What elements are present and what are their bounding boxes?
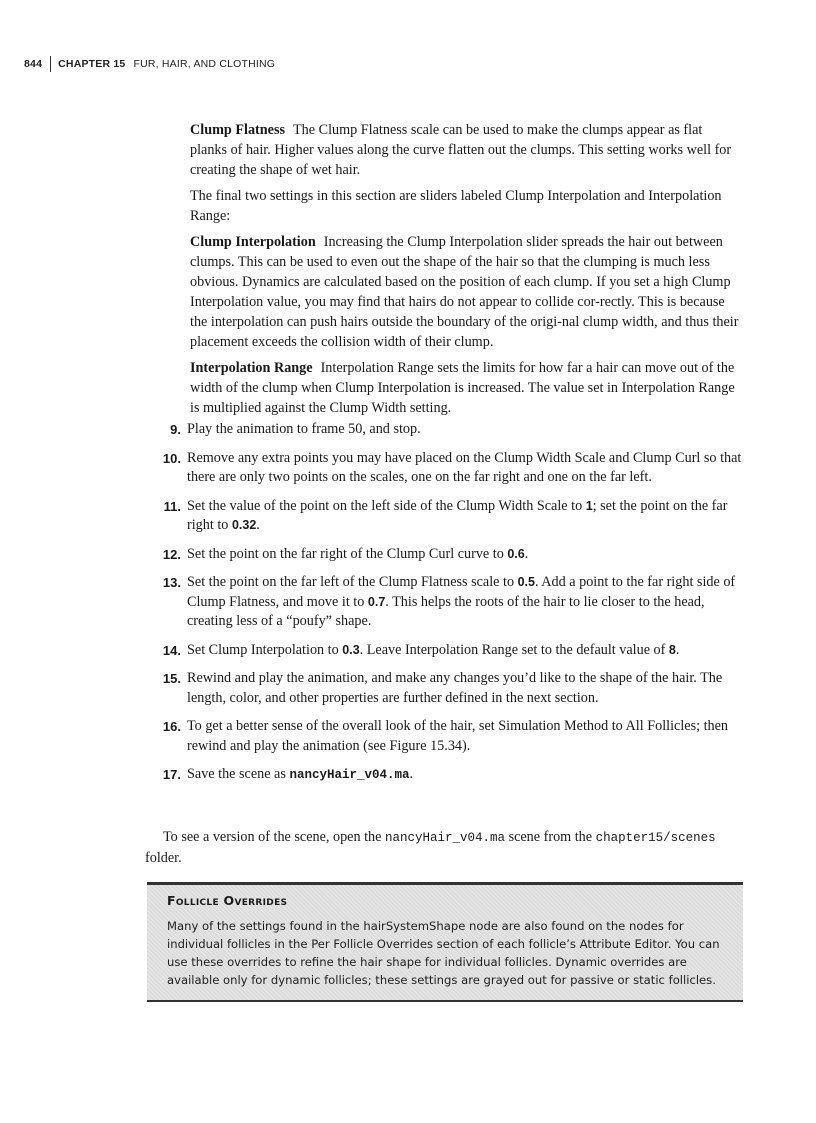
- definition-text: Interpolation Range sets the limits for how far a hair can move out of the width of the clump when Clump Interpolation is increased. The value set in Interpolation Range is multiplied against the Clump Width setting.: [190, 360, 735, 416]
- value: 1: [585, 498, 593, 513]
- chapter-label: CHAPTER 15: [58, 58, 126, 70]
- step-12: [145, 545, 745, 565]
- value: 0.32: [231, 518, 257, 532]
- file-name: nancyHair_v04.ma: [384, 831, 506, 846]
- definition-intro: The final two settings in this section are sliders labeled Clump Interpolation and Interpolation Range:: [190, 188, 722, 224]
- sidebar-text: Many of the settings found in the hairSystemShape node are also found on the nodes for individual follicles in the Per Follicle Overrides section of each follicle’s Attribute Editor. You can use these overrides to refine the hair shape for individual follicles. Dynamic overrides are available only for dynamic follicles; these settings are grayed out for passive or static follicles.: [167, 919, 720, 987]
- step-number: 15.: [162, 671, 181, 686]
- step-15: [145, 669, 745, 708]
- step-text: Rewind and play the animation, and make any changes you’d like to the shape of the hair. The length, color, and other properties are further defined in the next section.: [187, 670, 723, 706]
- definition-term: Interpolation Range: [190, 360, 313, 376]
- step-16: [145, 717, 745, 756]
- definition-interpolation-range: [190, 358, 740, 418]
- step-text: Remove any extra points you may have placed on the Clump Width Scale and Clump Curl so that there are only two points on the scales, one on the far right and one on the far left.: [187, 449, 742, 485]
- step-number: 9.: [170, 422, 181, 437]
- step-text: Set the point on the far right of the Clump Curl curve to 0.6.: [187, 545, 529, 562]
- step-text: Set the point on the far left of the Clump Flatness scale to 0.5. Add a point to the far right side of Clump Flatness, and move it to 0.7. This helps the roots of the hair to lie closer to the head, creating less of a “poufy” shape.: [187, 574, 736, 629]
- definition-list: [190, 120, 740, 424]
- step-text: Set the value of the point on the left side of the Clump Width Scale to 1; set the point on the far right to 0.32.: [187, 497, 728, 533]
- definition-clump-interpolation: [190, 232, 740, 352]
- step-text: Play the animation to frame 50, and stop.: [187, 421, 421, 437]
- file-name: nancyHair_v04.ma: [289, 768, 410, 782]
- closing-paragraph: To see a version of the scene, open the nancyHair_v04.ma scene from the chapter15/scenes folder.: [145, 829, 716, 867]
- definition-text: Increasing the Clump Interpolation slider spreads the hair out between clumps. This can be used to even out the shape of the hair so that the clumping is much less obvious. Dynamics are calculated based on the position of each clump. If you set a high Clump Interpolation value, you may find that hairs do not appear to collide cor-rectly. This is because the interpolation can push hairs outside the boundary of the origi-nal clump width, and thus their placement exceeds the collision width of their clump.: [190, 234, 739, 350]
- step-9: [145, 420, 745, 440]
- step-text: Save the scene as nancyHair_v04.ma.: [187, 766, 414, 782]
- step-17: [145, 765, 745, 786]
- step-14: [145, 641, 745, 661]
- value: 0.5: [517, 575, 535, 589]
- step-13: [145, 573, 745, 632]
- definition-clump-flatness: [190, 120, 740, 180]
- step-list: [145, 420, 745, 795]
- value: 0.3: [342, 642, 360, 657]
- step-number: 10.: [162, 450, 181, 466]
- folder-path: chapter15/scenes: [595, 831, 716, 846]
- step-10: [145, 449, 745, 488]
- sidebar-box: [147, 882, 743, 1002]
- step-text: Set Clump Interpolation to 0.3. Leave Interpolation Range set to the default value of 8.: [187, 641, 680, 658]
- step-number: 11.: [163, 498, 181, 514]
- chapter-title: FUR, HAIR, AND CLOTHING: [133, 58, 276, 70]
- running-header: [24, 56, 275, 72]
- sidebar-title: Follicle Overrides: [167, 893, 288, 908]
- definition-term: Clump Flatness: [190, 122, 285, 138]
- page-number: 844: [24, 58, 43, 70]
- value: 8: [668, 642, 676, 657]
- step-11: [145, 497, 745, 536]
- value: 0.7: [367, 594, 386, 609]
- header-divider: [50, 56, 51, 72]
- definition-text: The Clump Flatness scale can be used to make the clumps appear as flat planks of hair. Higher values along the curve flatten out the clumps. This setting works well for creating the shape of wet hair.: [190, 122, 732, 178]
- step-number: 14.: [162, 642, 181, 658]
- value: 0.6: [507, 546, 525, 561]
- step-number: 13.: [162, 575, 181, 590]
- definition-term: Clump Interpolation: [190, 234, 316, 250]
- step-number: 17.: [162, 767, 181, 782]
- step-text: To get a better sense of the overall look of the hair, set Simulation Method to All Follicles; then rewind and play the animation (see Figure 15.34).: [187, 718, 729, 754]
- step-number: 12.: [162, 546, 181, 562]
- step-number: 16.: [162, 719, 181, 734]
